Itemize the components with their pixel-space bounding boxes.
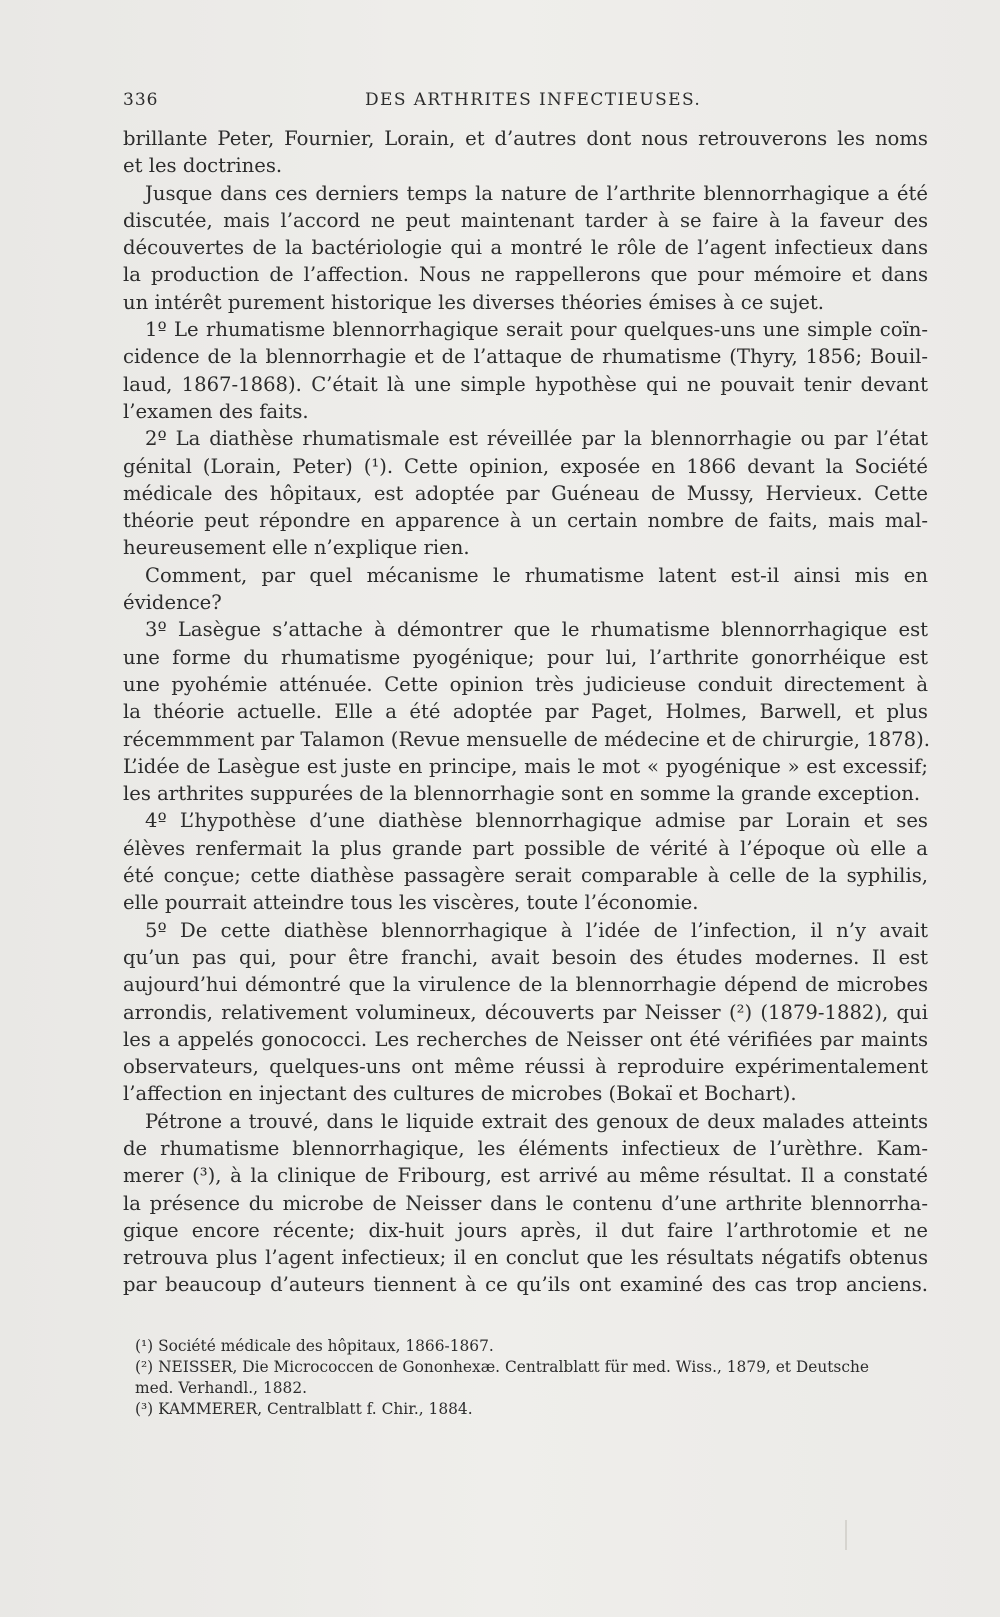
footnote-line: (²) NEISSER, Die Micrococcen de Gononhexæ. Centralblatt für med. Wiss., 1879, et Deutsche — [135, 1358, 869, 1376]
text-line: elle pourrait atteindre tous les viscères, toute l’économie. — [123, 891, 699, 915]
text-line: arrondis, relativement volumineux, découverts par Neisser (²) (1879-1882), qui — [123, 1000, 928, 1024]
page-mark — [845, 1520, 847, 1550]
footnote-line: (¹) Société médicale des hôpitaux, 1866-1867. — [135, 1337, 494, 1355]
text-line: théorie peut répondre en apparence à un certain nombre de faits, mais mal- — [123, 509, 928, 533]
text-line: la production de l’affection. Nous ne rappellerons que pour mémoire et dans — [123, 263, 928, 287]
text-line: une forme du rhumatisme pyogénique; pour lui, l’arthrite gonorrhéique est — [123, 645, 928, 669]
text-line: aujourd’hui démontré que la virulence de la blennorrhagie dépend de microbes — [123, 973, 928, 997]
text-line: et les doctrines. — [123, 154, 283, 178]
text-line: été conçue; cette diathèse passagère serait comparable à celle de la syphilis, — [123, 864, 928, 888]
text-line: découvertes de la bactériologie qui a montré le rôle de l’agent infectieux dans — [123, 236, 928, 260]
text-line: la présence du microbe de Neisser dans le contenu d’une arthrite blennorrha- — [123, 1191, 928, 1215]
text-line: une pyohémie atténuée. Cette opinion très judicieuse conduit directement à — [123, 672, 928, 696]
text-line: 1º Le rhumatisme blennorrhagique serait pour quelques-uns une simple coïn- — [145, 318, 928, 342]
text-line: heureusement elle n’explique rien. — [123, 536, 470, 560]
text-line: Pétrone a trouvé, dans le liquide extrait des genoux de deux malades atteints — [145, 1109, 928, 1133]
text-line: merer (³), à la clinique de Fribourg, est arrivé au même résultat. Il a constaté — [123, 1164, 928, 1188]
text-line: gique encore récente; dix-huit jours après, il dut faire l’arthrotomie et ne — [123, 1218, 928, 1242]
text-line: qu’un pas qui, pour être franchi, avait besoin des études modernes. Il est — [123, 945, 928, 969]
text-line: retrouva plus l’agent infectieux; il en conclut que les résultats négatifs obtenus — [123, 1246, 928, 1270]
text-line: par beaucoup d’auteurs tiennent à ce qu’ils ont examiné des cas trop anciens. — [123, 1273, 928, 1297]
text-line: de rhumatisme blennorrhagique, les éléments infectieux de l’urèthre. Kam- — [123, 1136, 928, 1160]
text-line: l’examen des faits. — [123, 399, 309, 423]
text-line: l’affection en injectant des cultures de microbes (Bokaï et Bochart). — [123, 1082, 797, 1106]
text-line: la théorie actuelle. Elle a été adoptée par Paget, Holmes, Barwell, et plus — [123, 700, 928, 724]
text-line: un intérêt purement historique les diverses théories émises à ce sujet. — [123, 290, 824, 314]
text-line: Comment, par quel mécanisme le rhumatisme latent est-il ainsi mis en — [145, 563, 928, 587]
text-line: Jusque dans ces derniers temps la nature de l’arthrite blennorrhagique a été — [145, 181, 928, 205]
text-line: récemmment par Talamon (Revue mensuelle de médecine et de chirurgie, 1878). — [123, 727, 930, 751]
text-line: les arthrites suppurées de la blennorrhagie sont en somme la grande exception. — [123, 782, 921, 806]
text-line: élèves renfermait la plus grande part possible de vérité à l’époque où elle a — [123, 836, 928, 860]
footnotes — [135, 1336, 930, 1420]
text-line: cidence de la blennorrhagie et de l’attaque de rhumatisme (Thyry, 1856; Bouil- — [123, 345, 928, 369]
text-line: médicale des hôpitaux, est adoptée par Guéneau de Mussy, Hervieux. Cette — [123, 481, 928, 505]
text-line: L’idée de Lasègue est juste en principe, mais le mot « pyogénique » est excessif; — [123, 754, 928, 778]
text-line: les a appelés gonococci. Les recherches de Neisser ont été vérifiées par maints — [123, 1027, 928, 1051]
text-line: évidence? — [123, 591, 222, 615]
text-line: 3º Lasègue s’attache à démontrer que le rhumatisme blennorrhagique est — [145, 618, 928, 642]
text-line: laud, 1867-1868). C’était là une simple hypothèse qui ne pouvait tenir devant — [123, 372, 928, 396]
footnote-line: (³) KAMMERER, Centralblatt f. Chir., 1884. — [135, 1400, 473, 1418]
page-number: 336 — [123, 90, 159, 110]
text-line: génital (Lorain, Peter) (¹). Cette opinion, exposée en 1866 devant la Société — [123, 454, 928, 478]
running-head — [123, 90, 928, 114]
footnote-line: med. Verhandl., 1882. — [135, 1379, 308, 1397]
running-title: DES ARTHRITES INFECTIEUSES. — [365, 90, 702, 110]
text-line: brillante Peter, Fournier, Lorain, et d’autres dont nous retrouverons les noms — [123, 127, 928, 150]
text-line: discutée, mais l’accord ne peut maintenant tarder à se faire à la faveur des — [123, 208, 928, 232]
text-line: 2º La diathèse rhumatismale est réveillée par la blennorrhagie ou par l’état — [145, 427, 928, 451]
text-line: 4º L’hypothèse d’une diathèse blennorrhagique admise par Lorain et ses — [145, 809, 928, 833]
text-line: observateurs, quelques-uns ont même réussi à reproduire expérimentalement — [123, 1055, 928, 1079]
text-line: 5º De cette diathèse blennorrhagique à l’idée de l’infection, il n’y avait — [145, 918, 928, 942]
body-text — [123, 125, 928, 1299]
